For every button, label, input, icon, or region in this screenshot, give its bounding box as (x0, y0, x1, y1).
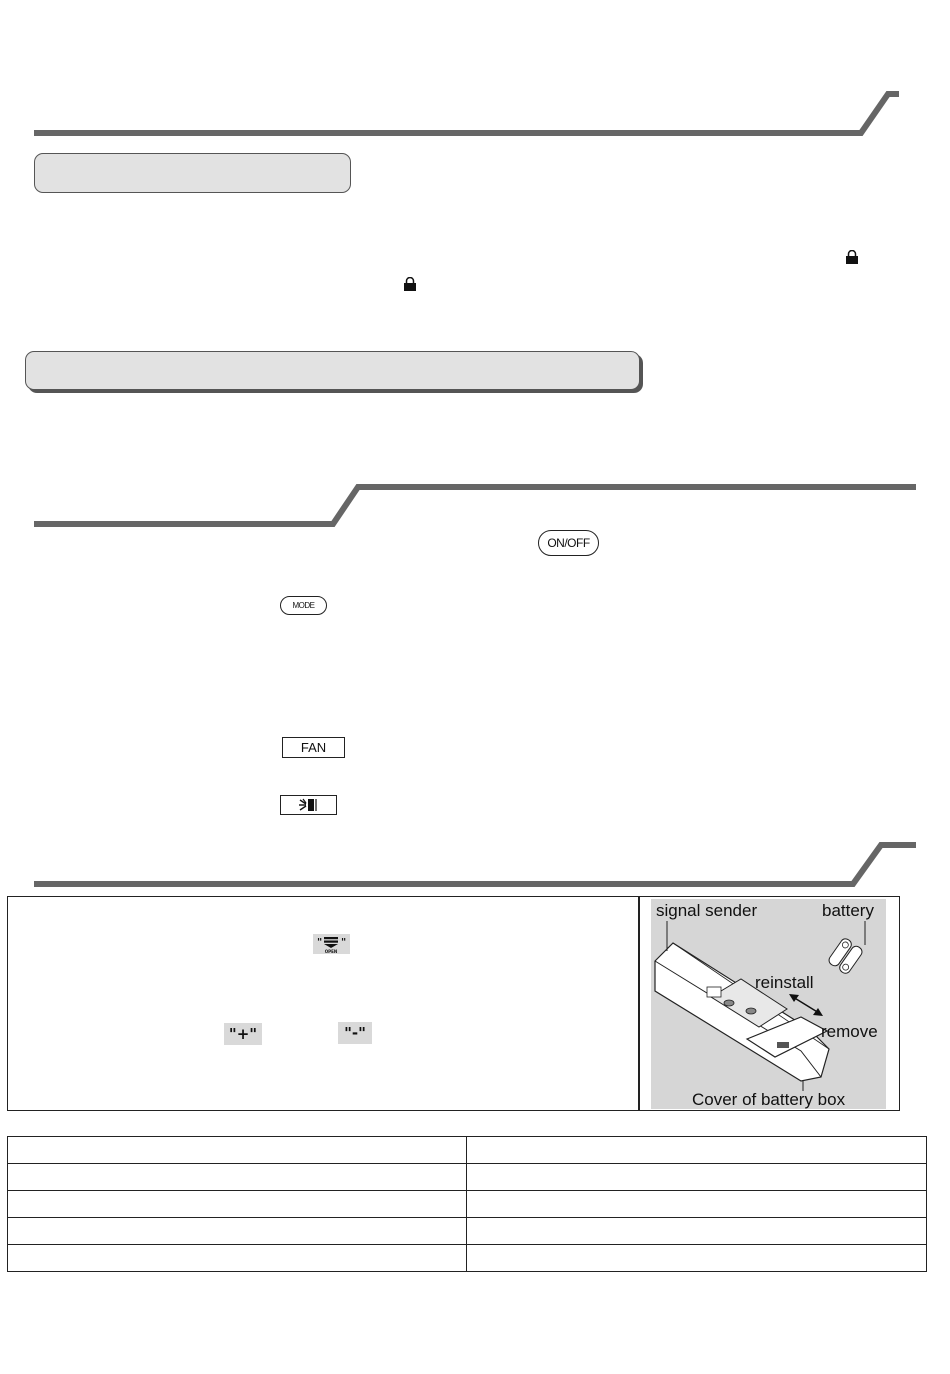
table-cell (8, 1245, 467, 1272)
remote-battery-illustration (651, 899, 886, 1109)
table-cell (466, 1245, 927, 1272)
table-cell (8, 1191, 467, 1218)
label-battery: battery (822, 901, 874, 920)
table-cell (466, 1191, 927, 1218)
battery-box-divider (638, 896, 640, 1111)
plus-indicator: "+" (224, 1023, 262, 1045)
minus-indicator: "-" (338, 1022, 372, 1044)
spec-table (7, 1136, 927, 1272)
swing-button (280, 795, 337, 815)
table-row (8, 1191, 927, 1218)
louver-open-icon (313, 934, 350, 954)
louver-swing-icon (294, 797, 324, 813)
table-cell (8, 1137, 467, 1164)
table-cell (8, 1164, 467, 1191)
battery-figure (651, 899, 886, 1109)
table-row (8, 1137, 927, 1164)
table-cell (466, 1164, 927, 1191)
on-off-button: ON/OFF (538, 530, 599, 556)
fan-button: FAN (282, 737, 345, 758)
svg-text:": " (317, 937, 323, 948)
label-reinstall: reinstall (755, 973, 814, 992)
table-row (8, 1218, 927, 1245)
table-cell (466, 1218, 927, 1245)
label-remove: remove (821, 1022, 878, 1041)
label-cover-battery-box: Cover of battery box (692, 1090, 846, 1109)
section-heading-lock (34, 153, 351, 193)
table-cell (8, 1218, 467, 1245)
section-rule-2 (34, 487, 916, 524)
svg-text:": " (341, 937, 347, 948)
table-cell (466, 1137, 927, 1164)
section-rule-3 (34, 845, 916, 884)
open-indicator (313, 934, 350, 954)
mode-button: MODE (280, 596, 327, 615)
label-signal-sender: signal sender (656, 901, 758, 920)
section-heading-2 (25, 351, 640, 390)
section-rule-1 (34, 94, 899, 133)
table-row (8, 1164, 927, 1191)
table-row (8, 1245, 927, 1272)
padlock-icon (845, 250, 859, 264)
padlock-icon (403, 277, 417, 291)
svg-text:OPEN: OPEN (324, 949, 338, 954)
